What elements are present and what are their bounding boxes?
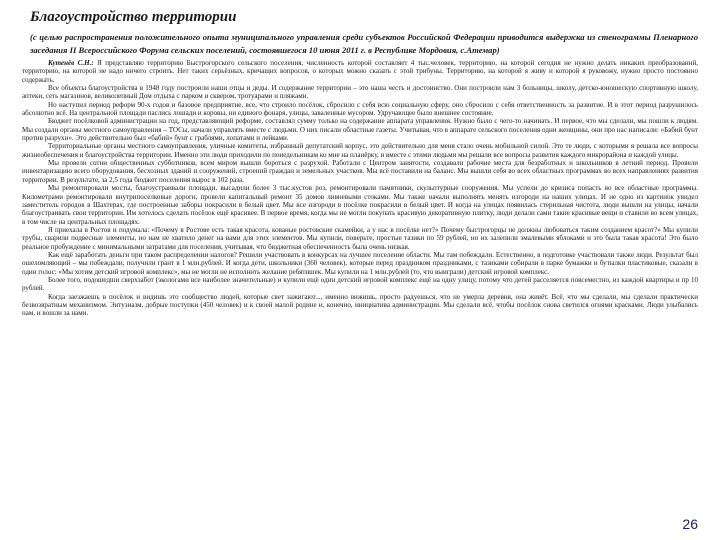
- page-title: Благоустройство территории: [30, 9, 237, 25]
- page-subtitle: (с целью распространения положительного опыта муниципального управления среди субъектов Российской Федерации приводится выдержка из стенограммы Пленарного заседания II Всероссийского Форума сельских поселений, состоявшегося 10 июня 2011 г. в Республике Мордовия, с.Атемар): [30, 32, 698, 55]
- paragraph-2: Все объекты благоустройства в 1948 году построили наши отцы и деды. И содержание территории – это наша честь и достоинство. Они построили нам 3 больницы, школу, детско-юношескую спортивную школу, аптеки, сеть магазинов, великолепный Дом отдыха с парком и сквером, тротуарами и пляжами.: [22, 84, 698, 101]
- paragraph-11: Когда заезжаешь в посёлок и видишь это сообщество людей, которые свет зажигают..., именно вижишь, просто радуешься, что не умерла деревня, она живёт. Всё, что мы сделали, мы сделали практически безвозвратным механизмом. Энтузиазм, добрые поступки (450 человек) и к своей малой родине и, конечно, инициатива администрации. Мы сделали всё, чтобы посёлок снова светился огнями красками. Люди улыбались нам, и вошли за нами.: [22, 292, 698, 318]
- paragraph-5: Территориальные органы местного самоуправления, уличные комитеты, избранный депутатский корпус, это действительно для меня стало очень мобильной силой. Это те люди, с которыми я решала все вопросы жизнеобеспечения и благоустройства территории. Именно эти люди приходили по понедельникам ко мне на планёрку, и вместе с этими людьми мы решали все вопросы развития каждого микрорайона и каждой улицы.: [22, 142, 698, 159]
- paragraph-6: Мы провели сотни общественных субботников, всем миром вышли бороться с разрухой. Работали с Центром занятости, создавали рабочие места для безработных и школьников в летний период. Провели инвентаризацию всего оборудования, бесхозных зданий и сооружений, строений граждан и земельных участков. Мы всё поставили на баланс. Мы вышли себя во всех областных программах во всех направлениях развития территории. В результате, за 2,5 года бюджет поселения вырос в 102 раза.: [22, 159, 698, 184]
- document-body: [22, 59, 698, 318]
- speaker-name: Кутенёв С.Н.:: [48, 59, 94, 67]
- page-number: 26: [682, 516, 698, 532]
- paragraph-7: Мы ремонтировали мосты, благоустраивали площади, высадили более 3 тыс.кустов роз, ремонтировали памятники, скульптурные сооружения. Мы успели до кризиса попасть во все областные программы. Километрами ремонтировали внутрипоселковые дороги, провели капитальный ремонт 35 домов ливневыми стоками. Мы также начали выполнять менять изгороди на наших улицах. И не одно из картинок увидел заместитель городов в Шахтерах, где построенные заборы покрасили в белый цвет. Мы все изгороди в посёлке покрасили в белый цвет. И когда на улицах появилась стерильная чистота, люди вышли на улицы, начали благоустраивать свои территории. Им хотелось сделать посёлок ещё красивее. В первое время, когда мы не могли покупать красивую декоративную плитку, люди делали сами такие красивые вещи и ставили во всем улицах, в том числе на центральных площадях.: [22, 184, 698, 226]
- paragraph-1: [22, 59, 698, 84]
- paragraph-8: Я приехала в Ростов и подумала: «Почему в Ростове есть такая красота, кованые ростовские скамейки, а у нас в посёлке нет?» Почему быстрогорцы не должны любоваться таким созданием красот?» Мы купили трубы, сварили подвесные элементы, но нам не хватило денег на вами для этих элементов. Мы купили, поверьте, простые тазики по 59 рублей, но их залепили эмалевыми яблоками и это была такая красота! Это было реальное пробуждение с минимальными затратами для поселения, учитывая, что бюджетная обеспеченность была очень низкая.: [22, 225, 698, 251]
- paragraph-4: Бюджет посёлковой администрации на год, представляющий реформе, составлял сумму только на содержание аппарата управления. Нужно было с чего-то начинать. И первое, что мы сделали, мы пошли к людям. Мы создали органы местного самоуправления – ТОСы, начали управлять вместе с людьми. О них писали областные газеты. Учитывая, что в аппарате сельского поселения одни женщины, они про нас написали: «Бабий бунт против разрухи». Это действительно был «бабий» бунт с граблями, лопатами и лейками.: [22, 117, 698, 143]
- paragraph-text: Я представляю территорию Быстрогорского сельского поселения, численность которой составляет 4 тыс.человек, территорию, на которой сегодня не нужно делать никаких преобразований, территорию, на которой не надо ничего строить. Нет таких серьёзных, кричащих вопросов, о которых можно сказать с этой трибуны. Территорию, на которой я живу и которой я руковожу, нужно просто постоянно содержать.: [22, 59, 698, 84]
- paragraph-10: Более того, подошедши сверхзабот (экологами все наиболее значительные) и купили ещё один детский игровой комплекс ещё на одну улицу, потому что детей расселяется повсеместно, из каждой квартиры и пр 10 рублей.: [22, 275, 698, 293]
- paragraph-9: Как ещё заработать деньги при таком распределении налогов? Решили участвовать в конкурсах на лучшее поселение области. Мы там побеждали. Естественно, в подготовке участвовали также люди. Результат был ошеломляющий – мы побеждали, получили грант в 1 млн.рублей. И когда дети, школьники (360 человек), которые перед праздником праздниками, с тазиками собирали в парке бумажки и бутылки пластиковые, сказали в один голос: «Мы хотим детский игровой комплекс», мы не могли не исполнить желание ребятишек. Мы купили на 1 млн.рублей (то, что выиграли) детский игровой комплекс.: [22, 250, 698, 276]
- paragraph-3: Но наступил период реформ 90-х годов и базовое предприятие, все, что строило посёлок, сбросило с себя всю социальную сферу, оно сбросило с себя ответственность за развитие. И в этот период разрушилось абсолютно всё. На центральной площади паслись лошади и коровы, ни единого фонаря, улицы, заваленные мусором. Удручающее было внешнее состояние.: [22, 100, 698, 118]
